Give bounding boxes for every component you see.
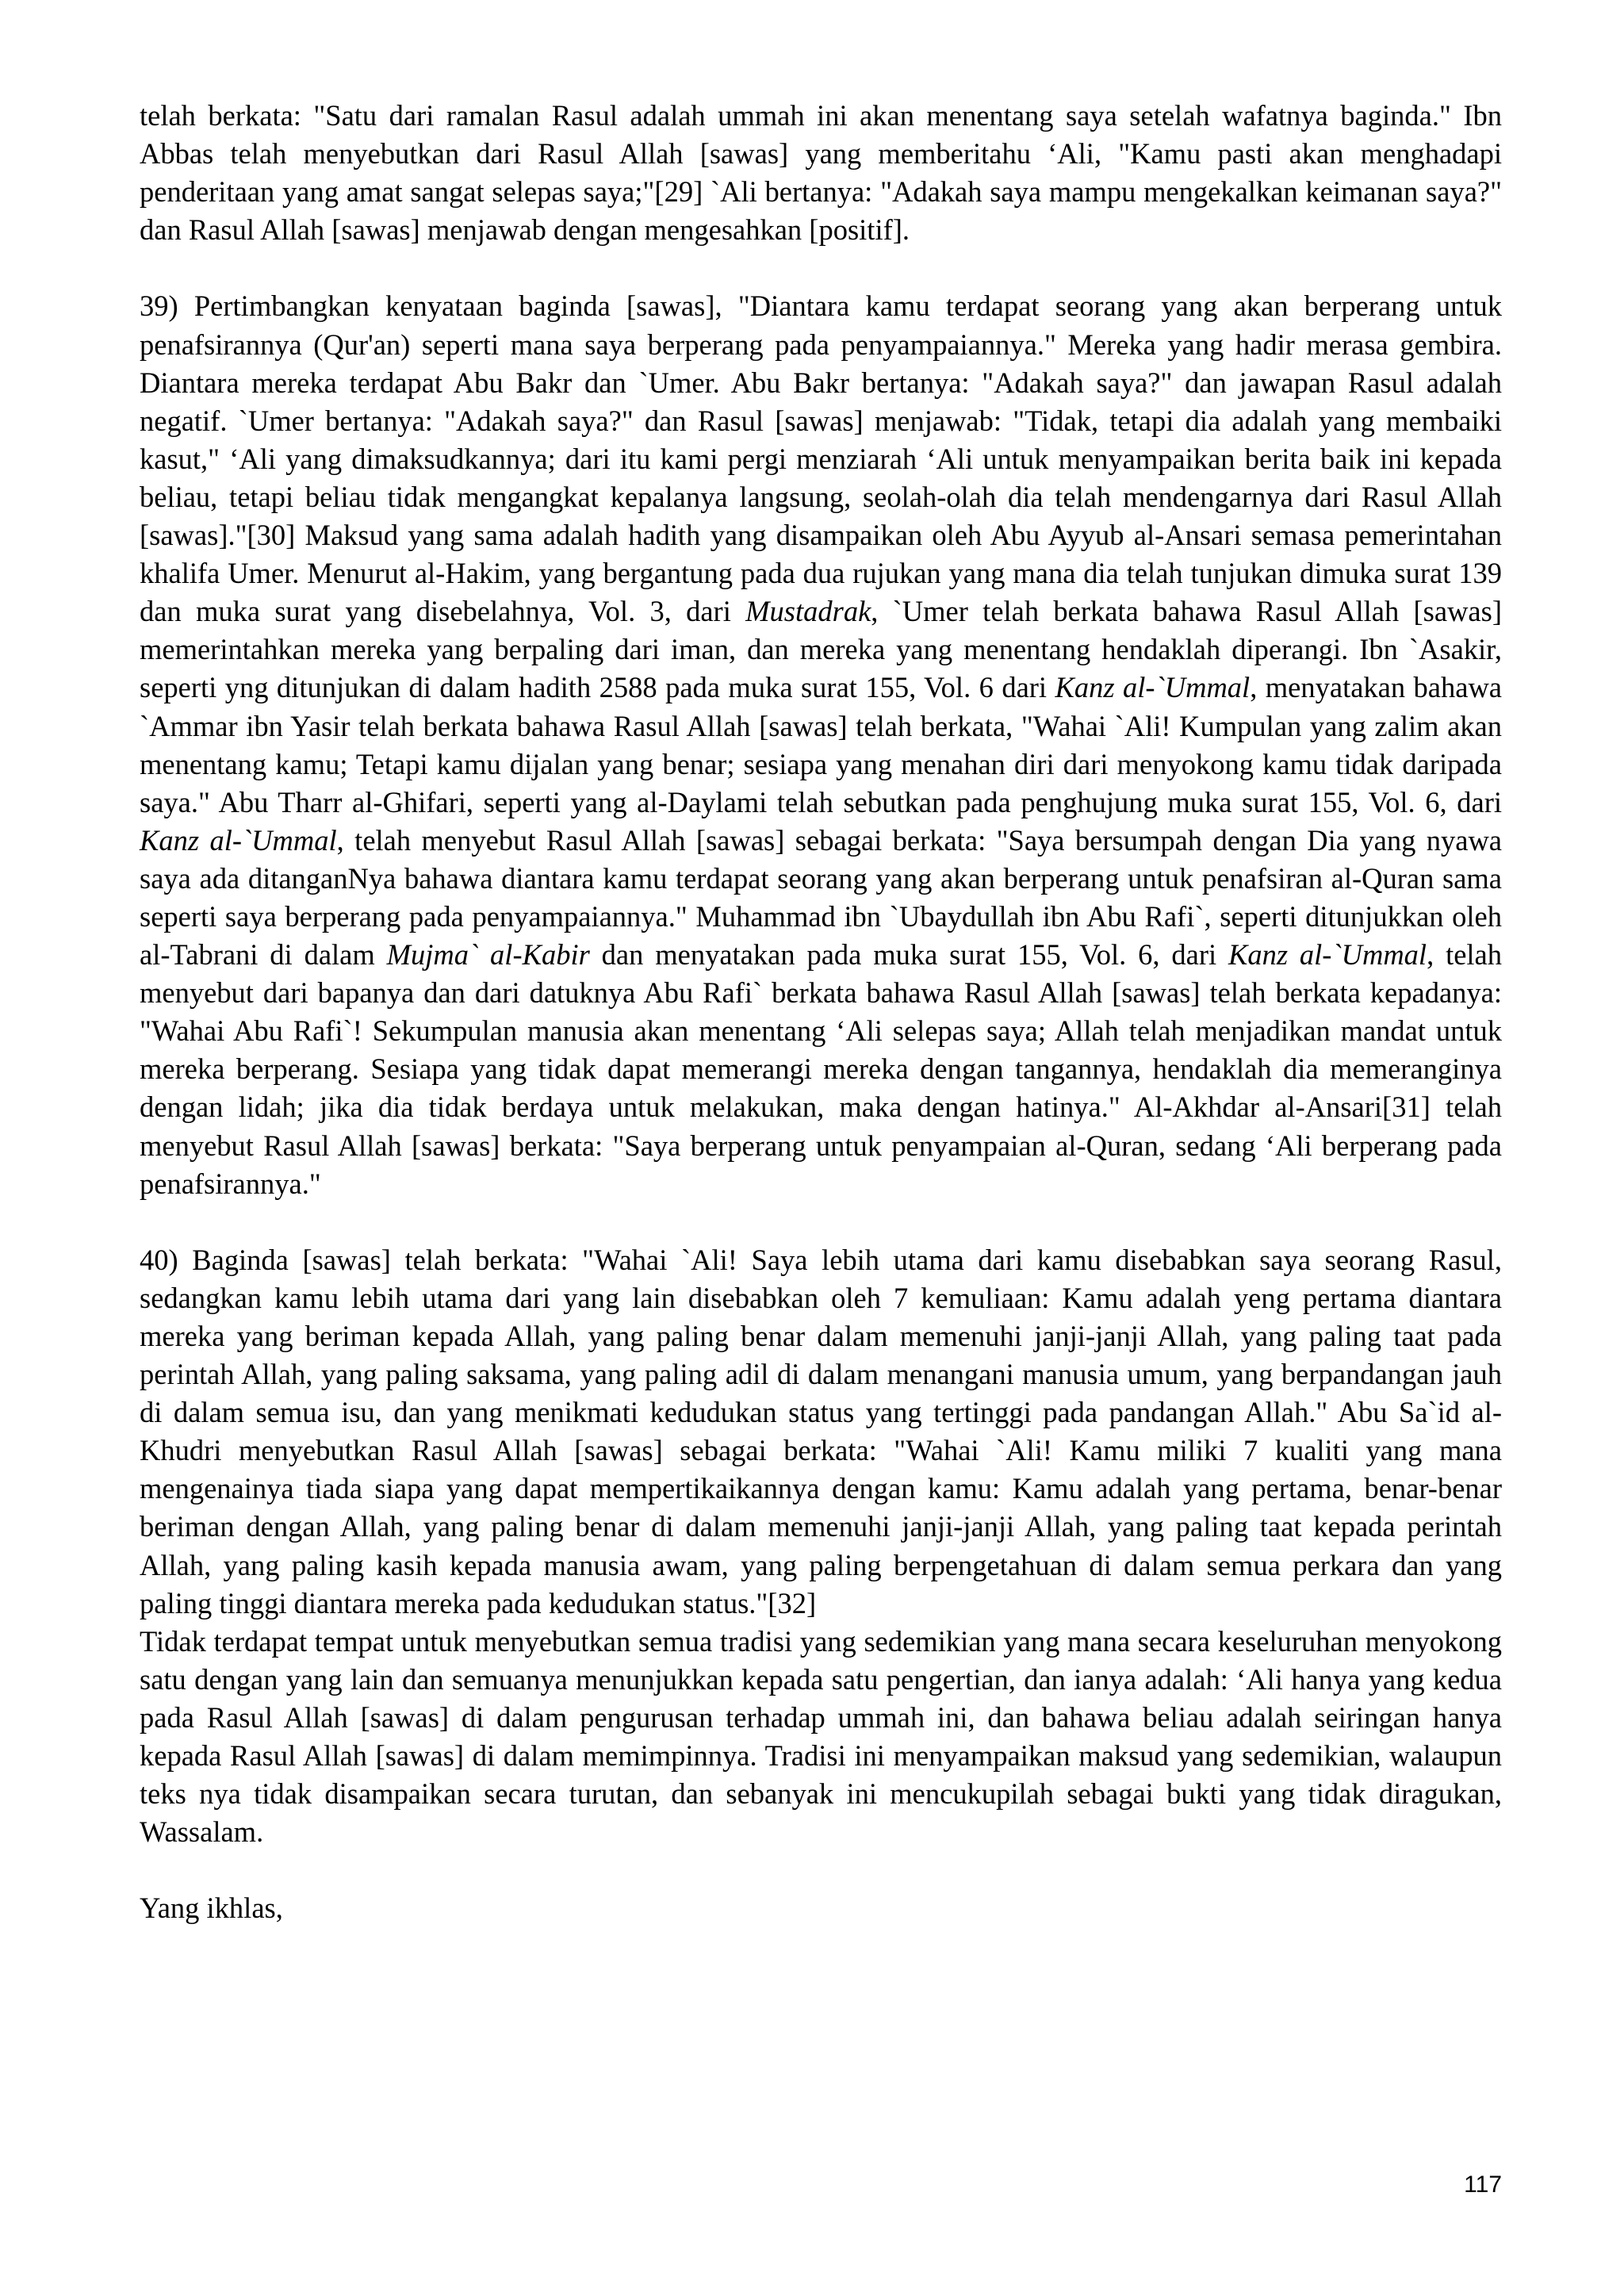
book-title-kanz-al-ummal: Kanz al-`Ummal	[140, 823, 337, 857]
paragraph-conclusion: Tidak terdapat tempat untuk menyebutkan semua tradisi yang sedemikian yang mana secara keseluruhan menyokong satu dengan yang lain dan semuanya menunjukkan kepada satu pengertian, dan ianya adalah: ‘Ali hanya yang kedua pada Rasul Allah [sawas] di dalam pengurusan terhadap ummah ini, dan bahawa beliau adalah seiringan hanya kepada Rasul Allah [sawas] di dalam memimpinnya. Tradisi ini menyampaikan maksud yang sedemikian, walaupun teks nya tidak disampaikan secara turutan, dan sebanyak ini mencukupilah sebagai bukti yang tidak diragukan, Wassalam.	[140, 1624, 1502, 1849]
text-run: , menyatakan bahawa `Ammar ibn Yasir telah berkata bahawa Rasul Allah [sawas] telah berkata, "Wahai `Ali! Kumpulan yang zalim akan menentang kamu; Tetapi kamu dijalan yang benar; sesiapa yang menahan diri dari menyokong kamu tidak daripada saya." Abu Tharr al-Ghifari, seperti yang al-Daylami telah sebutkan pada penghujung muka surat 155, Vol. 6, dari	[140, 671, 1503, 818]
paragraph-39	[140, 287, 1502, 1202]
paragraph-40: 40) Baginda [sawas] telah berkata: "Wahai `Ali! Saya lebih utama dari kamu disebabkan saya seorang Rasul, sedangkan kamu lebih utama dari yang lain disebabkan oleh 7 kemuliaan: Kamu adalah yeng pertama diantara mereka yang beriman kepada Allah, yang paling benar dalam memenuhi janji-janji Allah, yang paling taat pada perintah Allah, yang paling saksama, yang paling adil di dalam menangani manusia umum, yang berpandangan jauh di dalam semua isu, dan yang menikmati kedudukan status yang tertinggi pada pandangan Allah." Abu Sa`id al-Khudri menyebutkan Rasul Allah [sawas] sebagai berkata: "Wahai `Ali! Kamu miliki 7 kualiti yang mana mengenainya tiada siapa yang dapat mempertikaikannya dengan kamu: Kamu adalah yang pertama, benar-benar beriman dengan Allah, yang paling benar di dalam memenuhi janji-janji Allah, yang paling taat kepada perintah Allah, yang paling kasih kepada manusia awam, yang paling berpengetahuan di dalam semua perkara dan yang paling tinggi diantara mereka pada kedudukan status."[32]	[140, 1243, 1502, 1619]
text-run: 39) Pertimbangkan kenyataan baginda [sawas], "Diantara kamu terdapat seorang yang akan berperang untuk penafsirannya (Qur'an) seperti mana saya berperang pada penyampaiannya." Mereka yang hadir merasa gembira. Diantara mereka terdapat Abu Bakr dan `Umer. Abu Bakr bertanya: "Adakah saya?" dan jawapan Rasul adalah negatif. `Umer bertanya: "Adakah saya?" dan Rasul [sawas] menjawab: "Tidak, tetapi dia adalah yang membaiki kasut," ‘Ali yang dimaksudkannya; dari itu kami pergi menziarah ‘Ali untuk menyampaikan berita baik ini kepada beliau, tetapi beliau tidak mengangkat kepalanya langsung, seolah-olah dia telah mendengarnya dari Rasul Allah [sawas]."[30] Maksud yang sama adalah hadith yang disampaikan oleh Abu Ayyub al-Ansari semasa pemerintahan khalifa Umer. Menurut al-Hakim, yang bergantung pada dua rujukan yang mana dia telah tunjukan dimuka surat 139 dan muka surat yang disebelahnya, Vol. 3, dari	[140, 289, 1502, 628]
book-title-mujma-al-kabir: Mujma` al-Kabir	[386, 938, 590, 972]
document-body	[140, 97, 1502, 1928]
paragraph-gap	[140, 1851, 1502, 1889]
paragraph-gap	[140, 1203, 1502, 1241]
book-title-mustadrak: Mustadrak	[745, 595, 871, 628]
text-run: dan menyatakan pada muka surat 155, Vol. 6, dari	[589, 938, 1228, 972]
text-run: , telah menyebut dari bapanya dan dari datuknya Abu Rafi` berkata bahawa Rasul Allah [sawas] telah berkata kepadanya: "Wahai Abu Rafi`! Sekumpulan manusia akan menentang ‘Ali selepas saya; Allah telah menjadikan mandat untuk mereka berperang. Sesiapa yang tidak dapat memerangi mereka dengan tangannya, hendaklah dia memeranginya dengan lidah; jika dia tidak berdaya untuk melakukan, maka dengan hatinya." Al-Akhdar al-Ansari[31] telah menyebut Rasul Allah [sawas] berkata: "Saya berperang untuk penyampaian al-Quran, sedang ‘Ali berperang pada penafsirannya."	[140, 938, 1503, 1200]
book-title-kanz-al-ummal: Kanz al-`Ummal	[1055, 671, 1251, 704]
paragraph-intro: telah berkata: "Satu dari ramalan Rasul adalah ummah ini akan menentang saya setelah wafatnya baginda." Ibn Abbas telah menyebutkan dari Rasul Allah [sawas] yang memberitahu ‘Ali, "Kamu pasti akan menghadapi penderitaan yang amat sangat selepas saya;"[29] `Ali bertanya: "Adakah saya mampu mengekalkan keimanan saya?" dan Rasul Allah [sawas] menjawab dengan mengesahkan [positif].	[140, 99, 1502, 247]
text-run: , telah menyebut Rasul Allah [sawas] sebagai berkata: "Saya bersumpah dengan Dia yang nyawa saya ada ditanganNya bahawa diantara kamu terdapat seorang yang akan berperang untuk penafsiran al-Quran sama seperti saya berperang pada penyampaiannya." Muhammad ibn `Ubaydullah ibn Abu Rafi`, seperti ditunjukkan oleh al-Tabrani di dalam	[140, 823, 1503, 972]
book-title-kanz-al-ummal: Kanz al-`Ummal	[1228, 938, 1427, 972]
closing-salutation: Yang ikhlas,	[140, 1892, 283, 1925]
paragraph-gap	[140, 249, 1502, 287]
page-number: 117	[1464, 2171, 1502, 2198]
text-run: , `Umer telah berkata bahawa Rasul Allah [sawas] memerintahkan mereka yang berpaling dari iman, dan mereka yang menentang hendaklah diperangi. Ibn `Asakir, seperti yng ditunjukan di dalam hadith 2588 pada muka surat 155, Vol. 6 dari	[140, 595, 1502, 704]
